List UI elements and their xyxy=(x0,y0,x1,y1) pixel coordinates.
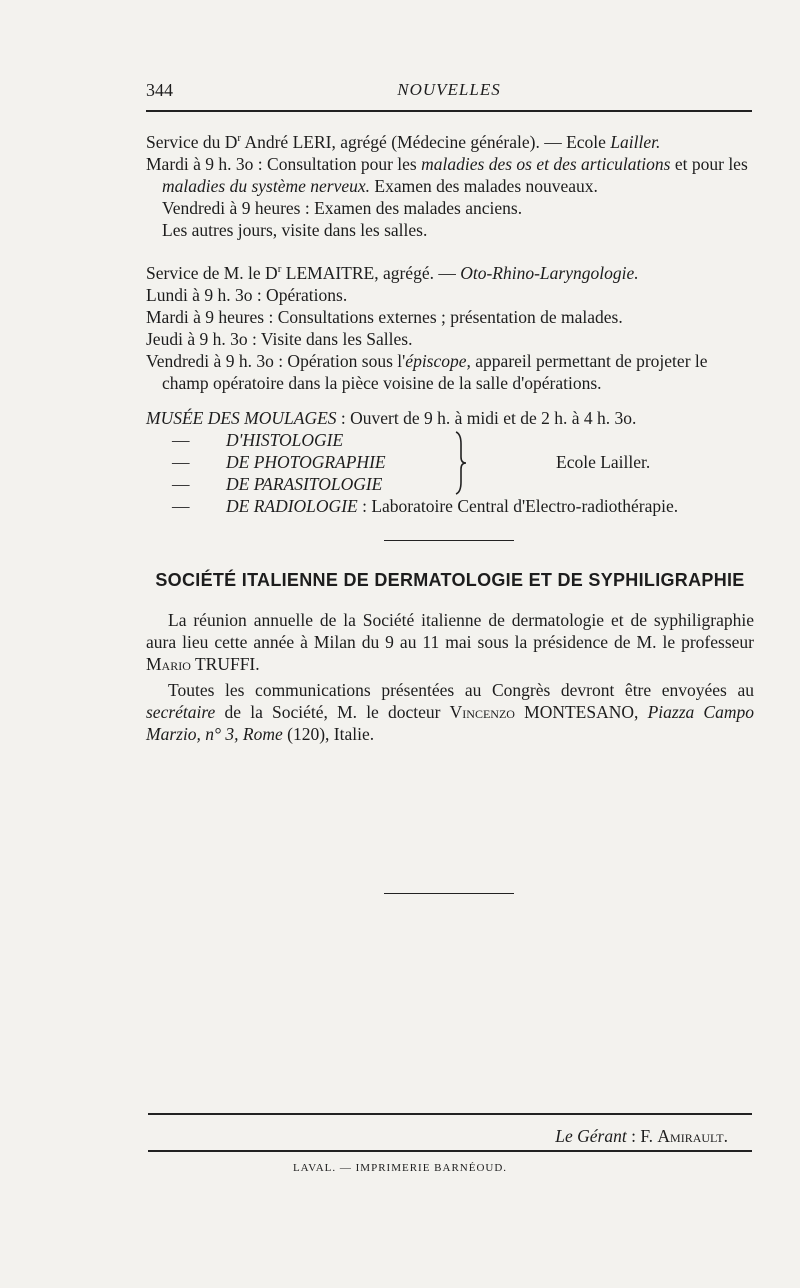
lemaitre-lundi: Lundi à 9 h. 3o : Opérations. xyxy=(146,284,348,305)
dept-radiologie: DE RADIOLOGIE xyxy=(226,496,358,516)
dept-histologie: D'HISTOLOGIE xyxy=(226,430,344,450)
societe-heading: SOCIÉTÉ ITALIENNE DE DERMATOLOGIE ET DE SYPHILIGRAPHIE xyxy=(155,570,745,590)
dept-radiologie-line: DE RADIOLOGIE : Laboratoire Central d'Electro-radiothérapie. xyxy=(226,496,679,516)
brace-icon xyxy=(452,430,470,496)
musee-title: MUSÉE DES MOULAGES xyxy=(146,408,337,428)
societe-p2: Toutes les communications présentées au Congrès devront être envoyées au secrétaire de la Société, M. le docteur Vincenzo MONTESANO, Piazza Campo Marzio, n° 3, Rome (120), Italie. xyxy=(146,680,754,744)
leri-vendredi: Vendredi à 9 heures : Examen des malades anciens. xyxy=(162,197,523,218)
societe-section xyxy=(146,609,754,745)
running-title: NOUVELLES xyxy=(397,80,501,99)
lemaitre-section xyxy=(146,258,754,394)
dept-parasitologie: DE PARASITOLOGIE xyxy=(226,474,383,494)
leri-title: Service du $D^r$ André LERI, agrégé (Médecine générale). — Ecole Lailler. xyxy=(146,131,661,152)
section-divider xyxy=(384,893,514,894)
leri-mardi: Mardi à 9 h. 3o : Consultation pour les maladies des os et des articulations et pour les maladies du système nerveux. Examen des malades nouveaux. xyxy=(146,153,748,196)
dept-dash: — xyxy=(172,474,190,494)
lemaitre-title: Service de M. le $D^r$ LEMAITRE, agrégé. — Oto-Rhino-Laryngologie. xyxy=(146,262,639,283)
brace-school: Ecole Lailler. xyxy=(556,452,651,472)
footer-rule-bottom xyxy=(148,1150,752,1152)
dept-photographie: DE PHOTOGRAPHIE xyxy=(226,452,386,472)
footer-rule-top xyxy=(148,1113,752,1115)
musee-hours: : Ouvert de 9 h. à midi et de 2 h. à 4 h. 3o. xyxy=(336,408,637,428)
lemaitre-mardi: Mardi à 9 heures : Consultations externes ; présentation de malades. xyxy=(146,306,623,327)
lemaitre-vendredi: Vendredi à 9 h. 3o : Opération sous l'épiscope, appareil permettant de projeter le champ opératoire dans la pièce voisine de la salle d'opérations. xyxy=(146,350,708,393)
lemaitre-jeudi: Jeudi à 9 h. 3o : Visite dans les Salles. xyxy=(146,328,413,349)
leri-autres: Les autres jours, visite dans les salles. xyxy=(162,219,428,240)
section-divider xyxy=(384,540,514,541)
dept-dash: — xyxy=(172,452,190,472)
dept-dash: — xyxy=(172,496,190,516)
gerant-line: Le Gérant : F. Amirault. xyxy=(555,1126,728,1146)
leri-section xyxy=(146,127,754,241)
printer-imprint: LAVAL. — IMPRIMERIE BARNÉOUD. xyxy=(292,1162,508,1174)
header-rule xyxy=(146,110,752,112)
page-number: 344 xyxy=(146,80,173,100)
musee-line xyxy=(146,407,754,429)
societe-p1: La réunion annuelle de la Société italienne de dermatologie et de syphiligraphie aura lieu cette année à Milan du 9 au 11 mai sous la présidence de M. le professeur Mario TRUFFI. xyxy=(146,610,754,674)
page-header xyxy=(146,80,752,102)
dept-dash: — xyxy=(172,430,190,450)
